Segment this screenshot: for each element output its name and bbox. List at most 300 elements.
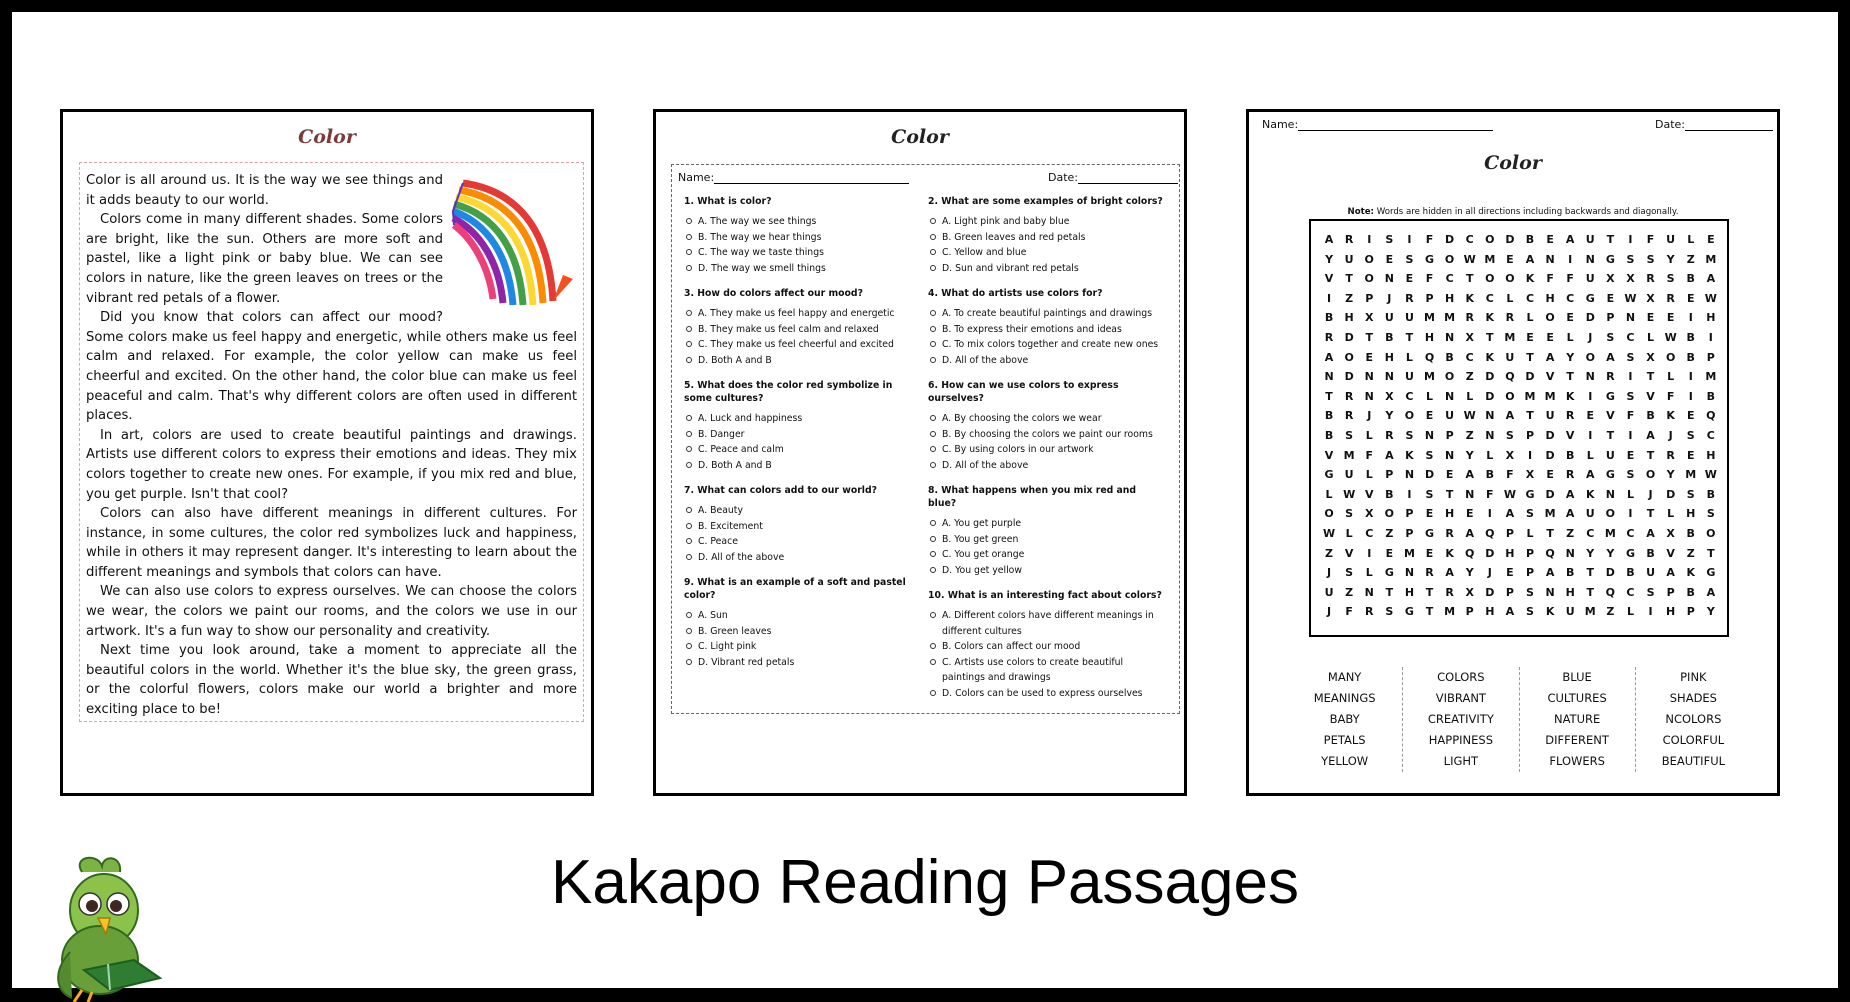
grid-letter[interactable]: O [1364,252,1374,266]
radio-circle-icon[interactable] [930,357,936,363]
grid-letter[interactable]: U [1404,370,1414,384]
grid-letter[interactable]: I [1407,487,1412,501]
grid-letter[interactable]: C [1586,526,1595,540]
answer-option[interactable] [686,353,919,369]
grid-letter[interactable]: E [1425,409,1434,423]
grid-letter[interactable]: T [1445,487,1454,501]
grid-letter[interactable]: U [1404,311,1414,325]
grid-letter[interactable]: V [1565,428,1575,442]
grid-letter[interactable]: R [1364,605,1374,619]
grid-letter[interactable]: D [1585,311,1595,325]
grid-letter[interactable]: X [1646,291,1655,305]
grid-letter[interactable]: F [1646,233,1655,246]
grid-letter[interactable]: W [1322,526,1336,540]
radio-circle-icon[interactable] [930,310,936,316]
grid-letter[interactable]: M [1705,252,1717,266]
grid-letter[interactable]: N [1565,546,1575,560]
grid-letter[interactable]: S [1626,468,1635,482]
answer-option[interactable] [686,230,919,246]
grid-letter[interactable]: R [1425,566,1434,580]
grid-letter[interactable]: B [1706,487,1716,501]
grid-letter[interactable]: R [1344,389,1354,403]
grid-letter[interactable]: E [1586,409,1595,423]
answer-option[interactable] [930,532,1163,548]
grid-letter[interactable]: L [1365,468,1373,482]
grid-letter[interactable]: O [1404,409,1415,423]
grid-letter[interactable]: S [1626,350,1635,364]
radio-circle-icon[interactable] [686,628,692,634]
grid-letter[interactable]: D [1344,330,1354,344]
grid-letter[interactable]: D [1545,487,1555,501]
grid-letter[interactable]: K [1666,409,1675,423]
grid-letter[interactable]: Z [1606,605,1615,619]
grid-letter[interactable]: L [1526,311,1534,325]
grid-letter[interactable]: L [1566,330,1574,344]
grid-letter[interactable]: E [1686,448,1695,462]
grid-letter[interactable]: Q [1605,585,1616,599]
grid-letter[interactable]: H [1445,507,1455,521]
grid-letter[interactable]: S [1606,330,1615,344]
grid-letter[interactable]: R [1666,448,1675,462]
grid-letter[interactable]: O [1364,272,1374,286]
grid-letter[interactable]: G [1525,487,1535,501]
grid-letter[interactable]: W [1463,252,1476,266]
grid-letter[interactable]: G [1404,605,1414,619]
grid-letter[interactable]: P [1686,605,1695,619]
grid-letter[interactable]: K [1405,448,1414,462]
radio-circle-icon[interactable] [930,567,936,573]
answer-option[interactable] [686,322,919,338]
grid-letter[interactable]: G [1585,291,1595,305]
grid-letter[interactable]: R [1385,428,1394,442]
grid-letter[interactable]: G [1605,468,1615,482]
grid-letter[interactable]: O [1344,350,1354,364]
grid-letter[interactable]: I [1367,546,1372,560]
grid-letter[interactable]: N [1605,487,1615,501]
name-line[interactable] [714,183,909,184]
grid-letter[interactable]: I [1628,428,1633,442]
grid-letter[interactable]: A [1565,233,1575,246]
grid-letter[interactable]: X [1606,272,1615,286]
grid-letter[interactable]: I [1527,448,1533,462]
grid-letter[interactable]: P [1606,311,1615,325]
grid-letter[interactable]: S [1686,487,1695,501]
grid-letter[interactable]: S [1385,233,1394,246]
grid-letter[interactable]: I [1648,605,1653,619]
answer-option[interactable] [686,655,919,671]
grid-letter[interactable]: L [1667,507,1675,521]
date-field[interactable] [1048,171,1178,184]
grid-letter[interactable]: U [1344,468,1354,482]
grid-letter[interactable]: R [1344,233,1354,246]
grid-letter[interactable]: X [1385,389,1394,403]
grid-letter[interactable]: N [1485,409,1495,423]
grid-letter[interactable]: P [1525,546,1535,560]
grid-letter[interactable]: M [1424,311,1435,325]
answer-option[interactable] [686,550,919,566]
answer-option[interactable] [930,337,1163,353]
grid-letter[interactable]: B [1686,585,1695,599]
answer-option[interactable] [686,608,919,624]
grid-letter[interactable]: J [1648,487,1653,501]
grid-letter[interactable]: P [1525,566,1535,580]
grid-letter[interactable]: E [1646,311,1655,325]
answer-option[interactable] [930,411,1163,427]
grid-letter[interactable]: R [1344,409,1354,423]
radio-circle-icon[interactable] [930,520,936,526]
grid-letter[interactable]: R [1606,370,1615,384]
grid-letter[interactable]: Q [1485,526,1495,540]
grid-letter[interactable]: F [1425,233,1434,246]
grid-letter[interactable]: E [1365,350,1373,364]
grid-letter[interactable]: L [1426,389,1434,403]
grid-letter[interactable]: Q [1424,350,1435,364]
grid-letter[interactable]: L [1365,566,1373,580]
grid-letter[interactable]: I [1568,252,1573,266]
grid-letter[interactable]: B [1646,546,1655,560]
grid-letter[interactable]: L [1526,526,1534,540]
grid-letter[interactable]: T [1325,389,1333,403]
radio-circle-icon[interactable] [686,415,692,421]
grid-letter[interactable]: T [1345,272,1353,286]
grid-letter[interactable]: F [1506,468,1514,482]
grid-letter[interactable]: L [1486,448,1494,462]
grid-letter[interactable]: R [1646,272,1655,286]
answer-option[interactable] [686,624,919,640]
grid-letter[interactable]: C [1566,291,1575,305]
grid-letter[interactable]: T [1707,546,1715,560]
grid-letter[interactable]: W [1343,487,1356,501]
grid-letter[interactable]: L [1325,487,1333,501]
answer-option[interactable] [930,516,1163,532]
grid-letter[interactable]: N [1404,468,1415,482]
radio-circle-icon[interactable] [930,643,936,649]
grid-letter[interactable]: E [1425,507,1434,521]
radio-circle-icon[interactable] [930,659,936,665]
grid-letter[interactable]: Z [1465,370,1474,384]
grid-letter[interactable]: P [1385,468,1394,482]
grid-letter[interactable]: G [1425,526,1435,540]
radio-circle-icon[interactable] [930,234,936,240]
grid-letter[interactable]: Z [1566,526,1575,540]
grid-letter[interactable]: Y [1465,448,1474,462]
answer-option[interactable] [930,686,1163,702]
radio-circle-icon[interactable] [930,415,936,421]
grid-letter[interactable]: O [1444,370,1455,384]
grid-letter[interactable]: H [1686,507,1696,521]
radio-circle-icon[interactable] [930,431,936,437]
grid-letter[interactable]: R [1445,585,1454,599]
grid-letter[interactable]: N [1585,252,1595,266]
grid-letter[interactable]: W [1704,468,1717,482]
grid-letter[interactable]: K [1525,272,1535,286]
grid-letter[interactable]: M [1685,468,1697,482]
answer-option[interactable] [686,411,919,427]
radio-circle-icon[interactable] [686,310,692,316]
radio-circle-icon[interactable] [930,462,936,468]
grid-letter[interactable]: S [1686,428,1695,442]
grid-letter[interactable]: Z [1345,585,1354,599]
answer-option[interactable] [686,306,919,322]
grid-letter[interactable]: W [1463,409,1476,423]
grid-letter[interactable]: F [1546,272,1554,286]
radio-circle-icon[interactable] [930,551,936,557]
grid-letter[interactable]: S [1405,428,1414,442]
date-line[interactable] [1078,183,1178,184]
grid-letter[interactable]: K [1445,546,1454,560]
grid-letter[interactable]: E [1707,233,1715,246]
grid-letter[interactable]: I [1628,233,1633,246]
grid-letter[interactable]: H [1505,546,1515,560]
grid-letter[interactable]: T [1526,350,1534,364]
answer-option[interactable] [930,261,1163,277]
grid-letter[interactable]: M [1604,526,1616,540]
grid-letter[interactable]: N [1364,585,1374,599]
grid-letter[interactable]: E [1506,252,1514,266]
grid-letter[interactable]: X [1666,526,1675,540]
grid-letter[interactable]: L [1667,370,1675,384]
grid-letter[interactable]: B [1445,350,1454,364]
grid-letter[interactable]: M [1524,389,1536,403]
grid-letter[interactable]: S [1526,605,1534,619]
grid-letter[interactable]: L [1365,428,1373,442]
grid-letter[interactable]: D [1485,546,1495,560]
grid-letter[interactable]: U [1666,233,1676,246]
grid-letter[interactable]: N [1585,370,1595,384]
grid-letter[interactable]: O [1585,350,1595,364]
radio-circle-icon[interactable] [686,249,692,255]
radio-circle-icon[interactable] [930,690,936,696]
ws-name-field[interactable] [1262,118,1493,131]
grid-letter[interactable]: I [1628,507,1633,521]
grid-letter[interactable]: A [1646,428,1655,442]
radio-circle-icon[interactable] [686,554,692,560]
radio-circle-icon[interactable] [686,538,692,544]
grid-letter[interactable]: C [1465,350,1474,364]
grid-letter[interactable]: H [1545,291,1555,305]
answer-option[interactable] [930,245,1163,261]
grid-letter[interactable]: K [1485,311,1495,325]
grid-letter[interactable]: B [1686,272,1695,286]
grid-letter[interactable]: L [1626,487,1634,501]
radio-circle-icon[interactable] [686,612,692,618]
grid-letter[interactable]: X [1646,350,1655,364]
grid-letter[interactable]: I [1588,389,1593,403]
grid-letter[interactable]: E [1425,546,1434,560]
grid-letter[interactable]: U [1585,233,1595,246]
grid-letter[interactable]: H [1706,311,1716,325]
answer-option[interactable] [686,442,919,458]
grid-letter[interactable]: D [1505,233,1515,246]
grid-letter[interactable]: N [1465,487,1475,501]
grid-letter[interactable]: W [1704,291,1717,305]
grid-letter[interactable]: H [1424,330,1435,344]
grid-letter[interactable]: B [1385,487,1394,501]
grid-letter[interactable]: O [1324,507,1334,521]
grid-letter[interactable]: S [1706,507,1715,521]
grid-letter[interactable]: I [1327,291,1332,305]
grid-letter[interactable]: R [1324,330,1334,344]
grid-letter[interactable]: X [1505,448,1515,462]
grid-letter[interactable]: C [1525,291,1535,305]
grid-letter[interactable]: T [1526,409,1534,423]
grid-letter[interactable]: B [1706,389,1716,403]
radio-circle-icon[interactable] [930,446,936,452]
grid-letter[interactable]: N [1384,370,1394,384]
radio-circle-icon[interactable] [686,341,692,347]
grid-letter[interactable]: F [1425,272,1434,286]
grid-letter[interactable]: M [1504,330,1516,344]
grid-letter[interactable]: X [1525,468,1535,482]
grid-letter[interactable]: G [1324,468,1334,482]
grid-letter[interactable]: D [1424,468,1435,482]
answer-option[interactable] [930,547,1163,563]
grid-letter[interactable]: R [1565,409,1575,423]
grid-letter[interactable]: U [1585,272,1595,286]
grid-letter[interactable]: E [1626,448,1635,462]
grid-letter[interactable]: H [1565,585,1575,599]
grid-letter[interactable]: G [1425,252,1435,266]
grid-letter[interactable]: Y [1465,566,1474,580]
grid-letter[interactable]: T [1365,330,1373,344]
answer-option[interactable] [686,337,919,353]
grid-letter[interactable]: D [1485,389,1495,403]
answer-option[interactable] [686,261,919,277]
grid-letter[interactable]: C [1626,526,1635,540]
grid-letter[interactable]: A [1385,448,1394,462]
grid-letter[interactable]: R [1445,526,1454,540]
answer-option[interactable] [930,655,1163,686]
grid-letter[interactable]: D [1545,428,1555,442]
grid-letter[interactable]: D [1525,370,1535,384]
radio-circle-icon[interactable] [686,431,692,437]
radio-circle-icon[interactable] [686,446,692,452]
grid-letter[interactable]: H [1384,350,1394,364]
grid-letter[interactable]: A [1565,487,1575,501]
grid-letter[interactable]: C [1405,389,1414,403]
grid-letter[interactable]: B [1626,566,1635,580]
grid-letter[interactable]: I [1487,507,1492,521]
grid-letter[interactable]: B [1525,233,1535,246]
grid-letter[interactable]: R [1505,311,1515,325]
radio-circle-icon[interactable] [686,523,692,529]
grid-letter[interactable]: G [1605,389,1615,403]
grid-letter[interactable]: H [1666,605,1676,619]
grid-letter[interactable]: L [1647,330,1655,344]
grid-letter[interactable]: A [1505,409,1515,423]
grid-letter[interactable]: B [1565,448,1575,462]
grid-letter[interactable]: S [1646,585,1655,599]
grid-letter[interactable]: O [1545,311,1555,325]
grid-letter[interactable]: P [1706,350,1715,364]
grid-letter[interactable]: Z [1385,526,1394,540]
grid-letter[interactable]: A [1666,566,1675,580]
grid-letter[interactable]: S [1345,507,1354,521]
radio-circle-icon[interactable] [686,507,692,513]
grid-letter[interactable]: K [1485,350,1495,364]
answer-option[interactable] [930,306,1163,322]
grid-letter[interactable]: S [1345,566,1354,580]
grid-letter[interactable]: J [1668,428,1673,442]
grid-letter[interactable]: W [1503,487,1516,501]
grid-letter[interactable]: U [1344,252,1354,266]
grid-letter[interactable]: N [1445,330,1455,344]
grid-letter[interactable]: L [1586,448,1594,462]
grid-letter[interactable]: C [1626,585,1635,599]
grid-letter[interactable]: W [1664,330,1677,344]
grid-letter[interactable]: N [1545,252,1555,266]
grid-letter[interactable]: U [1605,448,1615,462]
grid-letter[interactable]: E [1445,468,1454,482]
grid-letter[interactable]: H [1706,448,1716,462]
grid-letter[interactable]: E [1385,546,1394,560]
grid-letter[interactable]: B [1324,409,1334,423]
grid-letter[interactable]: N [1404,566,1415,580]
grid-letter[interactable]: T [1586,585,1595,599]
grid-letter[interactable]: S [1345,428,1354,442]
grid-letter[interactable]: G [1625,546,1635,560]
grid-letter[interactable]: Z [1686,252,1695,266]
grid-letter[interactable]: N [1364,370,1374,384]
grid-letter[interactable]: L [1345,526,1353,540]
grid-letter[interactable]: T [1385,585,1394,599]
grid-letter[interactable]: T [1606,233,1615,246]
grid-letter[interactable]: E [1546,468,1554,482]
answer-option[interactable] [930,322,1163,338]
grid-letter[interactable]: K [1586,487,1595,501]
grid-letter[interactable]: C [1365,526,1374,540]
grid-letter[interactable]: E [1546,330,1554,344]
grid-letter[interactable]: T [1425,585,1434,599]
grid-letter[interactable]: F [1365,448,1373,462]
grid-letter[interactable]: Y [1606,546,1615,560]
grid-letter[interactable]: N [1364,389,1374,403]
grid-letter[interactable]: C [1706,428,1715,442]
grid-letter[interactable]: W [1624,291,1637,305]
grid-letter[interactable]: Z [1686,546,1695,560]
grid-letter[interactable]: P [1405,526,1414,540]
grid-letter[interactable]: I [1367,233,1372,246]
grid-letter[interactable]: Q [1706,409,1716,423]
grid-letter[interactable]: D [1344,370,1354,384]
grid-letter[interactable]: Y [1566,350,1575,364]
grid-letter[interactable]: P [1365,291,1374,305]
grid-letter[interactable]: X [1364,507,1374,521]
grid-letter[interactable]: O [1645,468,1656,482]
grid-letter[interactable]: Y [1666,252,1675,266]
grid-letter[interactable]: I [1688,311,1693,325]
grid-letter[interactable]: M [1544,507,1556,521]
grid-letter[interactable]: E [1686,409,1695,423]
grid-letter[interactable]: G [1384,566,1394,580]
ws-name-line[interactable] [1298,130,1493,131]
grid-letter[interactable]: Y [1666,468,1675,482]
grid-letter[interactable]: B [1686,350,1695,364]
answer-option[interactable] [930,230,1163,246]
grid-letter[interactable]: L [1687,233,1695,246]
grid-letter[interactable]: A [1465,526,1474,540]
grid-letter[interactable]: H [1344,311,1354,325]
grid-letter[interactable]: O [1505,272,1515,286]
answer-option[interactable] [930,442,1163,458]
grid-letter[interactable]: E [1566,311,1574,325]
grid-letter[interactable]: R [1666,291,1675,305]
grid-letter[interactable]: A [1525,252,1535,266]
grid-letter[interactable]: A [1586,468,1595,482]
grid-letter[interactable]: A [1606,350,1615,364]
grid-letter[interactable]: K [1686,566,1695,580]
grid-letter[interactable]: P [1465,605,1474,619]
